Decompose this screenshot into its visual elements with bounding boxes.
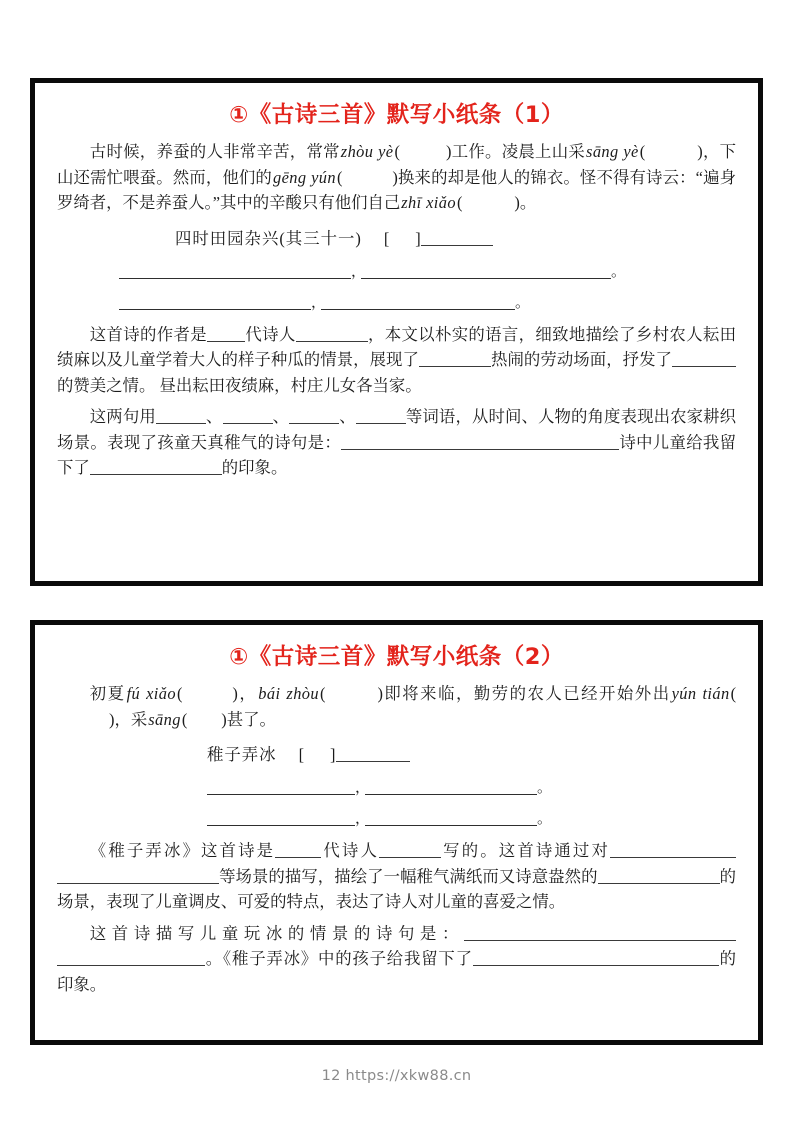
pinyin-geng-yun: gēng yún <box>272 167 336 187</box>
passage-text-4: 换来的却是他人的锦衣。怪不得有诗云：“遍身罗绮者，不是养蚕人。”其中的辛酸只有他们自己 <box>57 167 736 213</box>
analysis2-1-text-e: 的场景，表现了儿童调皮、可爱的特点，表达了诗人对儿童的喜爱之情。 <box>57 866 737 912</box>
analysis-1-blank-scene[interactable] <box>419 351 491 367</box>
poem-dynasty-bracket-open: [ <box>383 228 390 248</box>
poem2-line-2-seg-1[interactable] <box>207 808 355 826</box>
poem-line-2-comma: ， <box>311 294 327 311</box>
pinyin-bai-zhou: bái zhòu <box>258 684 319 704</box>
pinyin-yun-tian: yún tián <box>671 684 730 704</box>
answer-gap-4[interactable] <box>457 193 520 212</box>
poem-line-1-seg-1[interactable] <box>119 261 351 279</box>
analysis2-1-text-a: 《稚子弄冰》这首诗是 <box>89 841 276 861</box>
passage2-text-1: 初夏 <box>89 684 126 704</box>
answer-gap-2[interactable] <box>640 142 703 161</box>
analysis-1-blank-author[interactable] <box>296 326 368 342</box>
poem-line-2-seg-1[interactable] <box>119 292 311 310</box>
poem-line-1-period: 。 <box>611 263 627 280</box>
poem2-line-2-period: 。 <box>537 811 553 828</box>
analysis-1-quoted-line: 昼出耘田夜绩麻，村庄儿女各当家。 <box>159 375 422 395</box>
analysis-1-blank-emotion[interactable] <box>672 351 736 367</box>
poem-author-blank[interactable] <box>421 230 493 246</box>
analysis-1-text-c: ，本文以朴实的语言，细致地描绘了乡村农人耘田绩麻以及儿童学着大人的样子种瓜的情景，展现了 <box>57 324 737 370</box>
card-1-poem-title-row <box>57 226 736 252</box>
analysis-1-text-d: 热闹的劳动场面，抒发了 <box>490 350 673 370</box>
card-2-poem-block <box>57 742 736 834</box>
poem-title-2: 稚子弄冰 <box>207 745 277 765</box>
passage2-text-4: ，采 <box>114 709 148 729</box>
card-2-title: ①《古诗三首》默写小纸条（2） <box>229 644 564 670</box>
analysis2-blank-scene-b[interactable] <box>57 868 219 884</box>
analysis-2-blank-verse[interactable] <box>341 434 603 450</box>
card-1-poem-block <box>57 226 736 318</box>
analysis-2-blank-4[interactable] <box>356 408 406 424</box>
page-footer: 12 https://xkw88.cn <box>321 1068 472 1084</box>
poem-title: 四时田园杂兴(其三十一) <box>175 228 362 248</box>
passage2-text-3: 即将来临，勤劳的农人已经开始外出 <box>382 684 671 704</box>
poem2-line-1-comma: ， <box>355 780 371 797</box>
worksheet-card-2 <box>30 620 763 1045</box>
card-2-passage <box>57 681 736 732</box>
analysis-1-blank-dynasty[interactable] <box>207 326 245 342</box>
card-2-analysis-1 <box>57 838 736 915</box>
poem2-line-1-seg-1[interactable] <box>207 777 355 795</box>
analysis2-blank-author[interactable] <box>379 842 441 858</box>
poem-dynasty-bracket-open-2: [ <box>298 745 305 765</box>
poem-line-1-seg-2[interactable] <box>361 261 611 279</box>
poem2-line-1-period: 。 <box>537 780 553 797</box>
poem-line-1-comma: ， <box>351 263 367 280</box>
analysis-2-text-a: 这两句用 <box>89 407 156 427</box>
analysis-2-text-c: 诗中儿童给我留下了 <box>57 432 737 478</box>
pinyin-fu-xiao: fú xiǎo <box>126 684 176 704</box>
poem-line-2-seg-2[interactable] <box>321 292 515 310</box>
analysis2-1-text-d: 等场景的描写，描绘了一幅稚气满纸而又诗意盎然的 <box>219 866 598 886</box>
pinyin-zhou-ye: zhòu yè <box>340 142 394 162</box>
card-2-content <box>35 625 758 1013</box>
passage2-text-5: 甚了。 <box>226 709 276 729</box>
card-2-poem-line-2 <box>57 803 736 834</box>
pinyin-zhi-xiao: zhī xiǎo <box>401 193 456 213</box>
analysis2-1-text-b: 代诗人 <box>321 841 379 861</box>
analysis-2-blank-impression[interactable] <box>90 459 222 475</box>
analysis2-blank-verse-a[interactable] <box>464 925 736 941</box>
analysis2-blank-verse-b[interactable] <box>57 950 205 966</box>
analysis-2-sep-1: 、 <box>205 407 223 427</box>
poem2-line-1-seg-2[interactable] <box>365 777 537 795</box>
analysis-2-blank-verse-cont[interactable] <box>603 434 619 450</box>
worksheet-card-1 <box>30 78 763 586</box>
answer-gap-6[interactable] <box>320 684 383 703</box>
analysis-2-text-b: 等词语，从时间、人物的角度表现出农家耕织场景。表现了孩童天真稚气的诗句是： <box>57 407 737 452</box>
answer-gap-5[interactable] <box>177 684 238 703</box>
analysis-1-text-e: 的赞美之情。 <box>57 375 156 395</box>
passage-text-3: ，下山还需忙喂蚕。然而，他们的 <box>57 142 737 187</box>
card-1-content <box>35 83 758 497</box>
analysis-1-text-b: 代诗人 <box>245 324 296 344</box>
analysis-2-sep-2: 、 <box>272 407 290 427</box>
analysis2-blank-dynasty[interactable] <box>275 842 321 858</box>
poem-author-blank-2[interactable] <box>336 746 410 762</box>
answer-gap-3[interactable] <box>337 168 398 187</box>
analysis2-blank-impression-a[interactable] <box>473 950 683 966</box>
card-1-title: ①《古诗三首》默写小纸条（1） <box>229 102 564 128</box>
card-2-analysis-2 <box>57 921 736 998</box>
card-1-analysis-2 <box>57 404 736 481</box>
analysis-2-sep-3: 、 <box>339 407 356 427</box>
poem-dynasty-bracket-close-2: ] <box>330 745 336 765</box>
analysis2-blank-impression-b[interactable] <box>683 950 719 966</box>
card-2-poem-title-row <box>57 742 736 768</box>
analysis2-blank-scene-c[interactable] <box>598 868 668 884</box>
analysis-2-blank-2[interactable] <box>223 408 273 424</box>
pinyin-sang: sāng <box>148 709 181 729</box>
analysis-2-text-d: 的印象。 <box>221 458 288 478</box>
analysis2-2-text-a: 这首诗描写儿童玩冰的情景的诗句是： <box>89 923 464 943</box>
analysis-2-blank-3[interactable] <box>289 408 339 424</box>
poem2-line-2-comma: ， <box>355 811 371 828</box>
passage-text-5: 。 <box>519 193 537 213</box>
pinyin-sang-ye: sāng yè <box>586 142 639 162</box>
analysis-2-blank-1[interactable] <box>156 408 206 424</box>
passage-text-2: 工作。凌晨上山采 <box>451 142 586 162</box>
card-1-poem-line-1 <box>57 256 736 287</box>
analysis-1-text-a: 这首诗的作者是 <box>89 324 208 344</box>
analysis2-1-text-c: 写的。这首诗通过对 <box>441 841 611 861</box>
poem2-line-2-seg-2[interactable] <box>365 808 537 826</box>
card-1-passage <box>57 139 736 216</box>
card-1-poem-line-2 <box>57 287 736 318</box>
analysis2-2-text-b: 。《稚子弄冰》中的孩子给我留下了 <box>205 949 473 969</box>
card-1-analysis-1 <box>57 322 736 399</box>
analysis2-blank-scene-d[interactable] <box>668 868 720 884</box>
answer-gap-8[interactable] <box>182 710 227 729</box>
passage-text-1: 古时候，养蚕的人非常辛苦，常常 <box>89 142 340 162</box>
card-2-poem-line-1 <box>57 772 736 803</box>
poem-dynasty-bracket-close: ] <box>415 228 421 248</box>
passage2-text-2: ， <box>237 684 258 704</box>
answer-gap-1[interactable] <box>395 142 452 161</box>
poem-line-2-period: 。 <box>515 294 531 311</box>
analysis2-2-text-c: 的印象。 <box>57 949 736 994</box>
analysis2-blank-scene-a[interactable] <box>610 842 736 858</box>
